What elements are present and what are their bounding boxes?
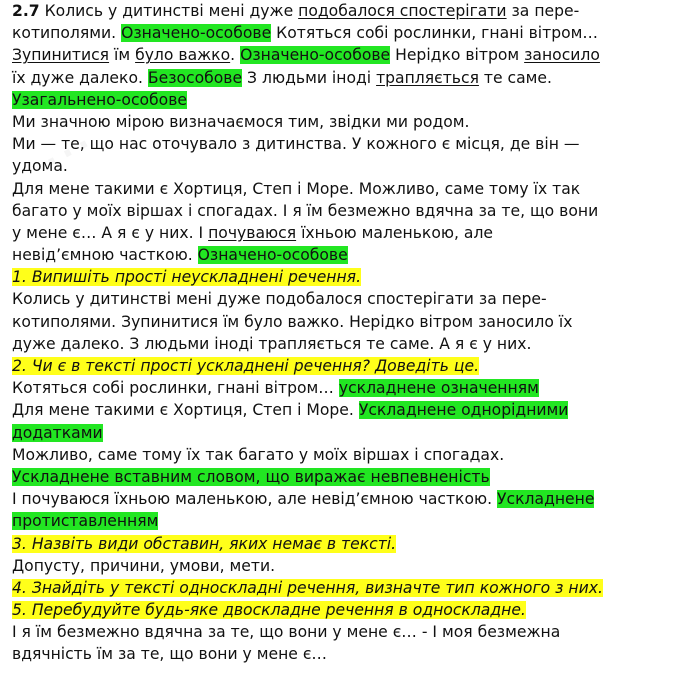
sentence-type-label: Безособове: [147, 68, 243, 87]
text-line: удома.: [12, 157, 68, 176]
answer-line: [12, 466, 684, 488]
underlined-predicate: було важко: [135, 46, 231, 65]
text: за пере-: [506, 2, 580, 20]
answer-line: Допусту, причини, умови, мети.: [12, 556, 276, 575]
answer-line: Колись у дитинстві мені дуже подобалося спостерігати за пере-: [12, 290, 547, 309]
text-line: [12, 222, 684, 244]
text: З людьми іноді: [242, 68, 377, 87]
text-line: Ми — те, що нас оточувало з дитинства. У кожного є місця, де він —: [12, 135, 580, 154]
sentence-type-label: Означено-особове: [240, 46, 391, 65]
underlined-predicate: трапляється: [376, 68, 479, 87]
complication-label: ускладнене означенням: [338, 379, 539, 398]
task-3-question: 3. Назвіть види обставин, яких немає в тексті.: [12, 534, 397, 553]
text-line: Для мене такими є Хортиця, Степ і Море. Можливо, саме тому їх так: [12, 179, 581, 198]
complication-label: додатками: [12, 423, 103, 442]
task-line: [12, 577, 684, 599]
task-line: [12, 266, 684, 288]
complication-label: Ускладнене однорідними: [358, 401, 569, 420]
sentence-type-label: Означено-особове: [197, 246, 348, 265]
sentence-type-label: Означено-особове: [121, 24, 272, 43]
underlined-predicate: почуваюся: [208, 223, 297, 242]
exercise-document: [12, 0, 684, 666]
text-line: [12, 0, 684, 22]
text: І почуваюся їхньою маленькою, але невід’ємною часткою.: [12, 490, 498, 509]
answer-line: [12, 422, 684, 444]
task-2-question: 2. Чи є в тексті прості ускладнені речення? Доведіть це.: [12, 357, 480, 375]
text-line: [12, 89, 684, 111]
text: їх дуже далеко.: [12, 68, 148, 87]
answer-line: дуже далеко. З людьми іноді трапляється те саме. А я є у них.: [12, 334, 532, 353]
answer-line: Можливо, саме тому їх так багато у моїх віршах і спогадах.: [12, 445, 505, 464]
answer-line: котиполями. Зупинитися їм було важко. Нерідко вітром заносило їх: [12, 312, 573, 331]
task-5-question: 5. Перебудуйте будь-яке двоскладне речення в односкладне.: [12, 601, 526, 620]
answer-line: [12, 399, 684, 421]
text-line: [12, 67, 684, 89]
complication-label: Ускладнене: [497, 490, 595, 509]
text: те саме.: [478, 68, 552, 87]
underlined-predicate: Зупинитися: [12, 46, 110, 65]
task-line: [12, 533, 684, 555]
complication-label: протиставленням: [12, 512, 159, 531]
text: їхньою маленькою, але: [296, 223, 494, 242]
answer-line: [12, 488, 684, 510]
sentence-type-label: Узагальнено-особове: [12, 90, 188, 109]
text: Нерідко вітром: [390, 46, 525, 65]
text: Колись у дитинстві мені дуже: [44, 2, 299, 20]
text-line: [12, 22, 684, 44]
text: невід’ємною часткою.: [12, 246, 198, 265]
underlined-predicate: подобалося спостерігати: [298, 2, 507, 20]
text: котиполями.: [12, 24, 122, 43]
answer-line: [12, 510, 684, 532]
text-line: Ми значною мірою визначаємося тим, звідки ми родом.: [12, 112, 470, 131]
task-4-question: 4. Знайдіть у тексті односкладні речення, визначте тип кожного з них.: [12, 578, 603, 597]
text-line: [12, 244, 684, 266]
task-line: [12, 599, 684, 621]
complication-label: Ускладнене вставним словом, що виражає невпевненість: [12, 467, 490, 486]
text: їм: [109, 46, 136, 65]
task-1-question: 1. Випишіть прості неускладнені речення.: [12, 268, 362, 287]
text: Котяться собі рослинки, гнані вітром…: [12, 379, 339, 398]
text-line: [12, 44, 684, 66]
answer-line: І я їм безмежно вдячна за те, що вони у мене є… - І моя безмежна: [12, 623, 561, 642]
text: .: [230, 46, 241, 65]
text: Для мене такими є Хортиця, Степ і Море.: [12, 401, 359, 420]
answer-line: вдячність їм за те, що вони у мене є…: [12, 645, 327, 664]
text: у мене є… А я є у них. І: [12, 223, 209, 242]
underlined-predicate: заносило: [524, 46, 600, 65]
text: Котяться собі рослинки, гнані вітром…: [271, 24, 599, 43]
exercise-number: 2.7: [12, 2, 40, 20]
text-line: багато у моїх віршах і спогадах. І я їм безмежно вдячна за те, що вони: [12, 201, 599, 220]
answer-line: [12, 377, 684, 399]
task-line: [12, 355, 684, 377]
